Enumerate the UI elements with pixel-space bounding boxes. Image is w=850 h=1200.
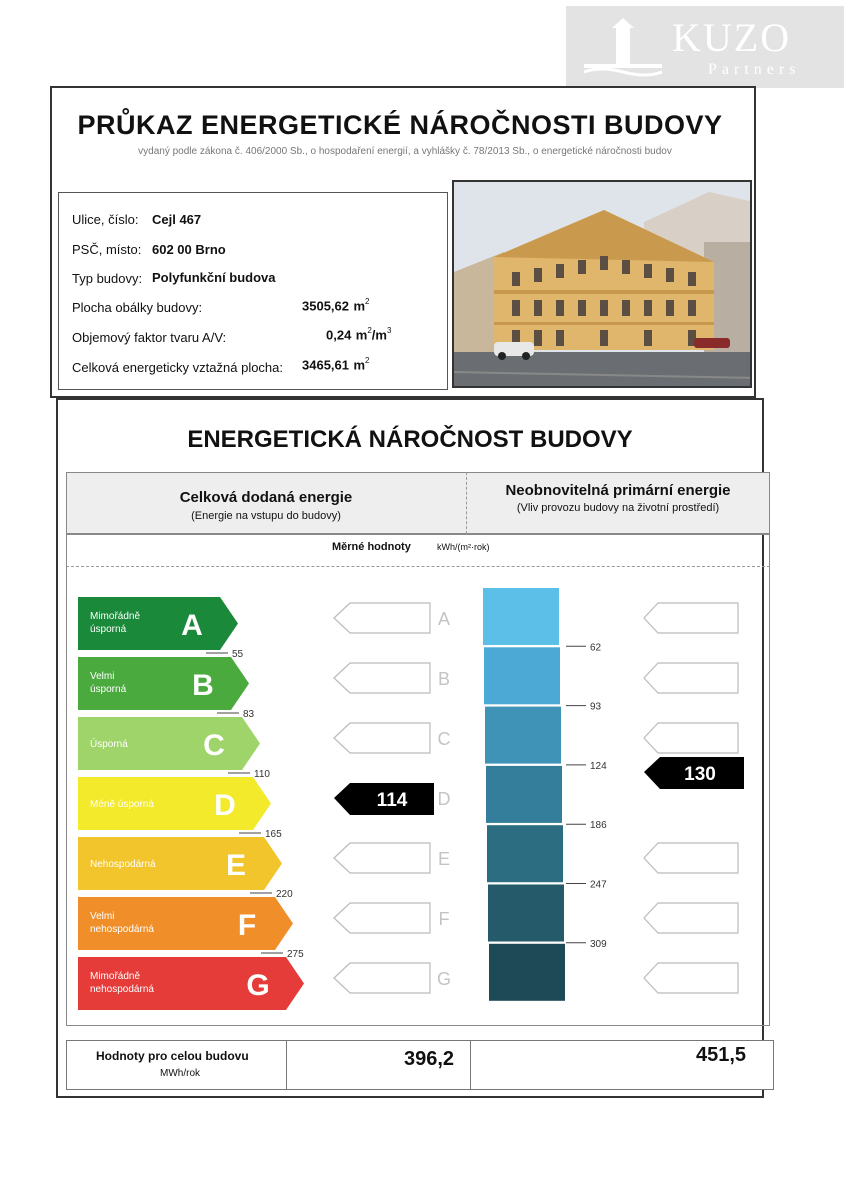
- primary-slot-a: [644, 603, 738, 633]
- delivered-rating-value: 114: [376, 790, 408, 811]
- class-f-label-line1: Velmi: [90, 911, 115, 922]
- primary-threshold-4: 186: [590, 820, 607, 832]
- class-b-label-line1: Velmi: [90, 671, 115, 682]
- primary-slot-b: [644, 663, 738, 693]
- primary-scale-band-7: [489, 944, 565, 1001]
- delivered-slot-b: [334, 663, 430, 693]
- primary-slot-c: [644, 723, 738, 753]
- logo-sub: Partners: [708, 61, 801, 78]
- document-subtitle: vydaný podle zákona č. 406/2000 Sb., o hospodaření energií, a vyhlášky č. 78/2013 Sb., o energetické náročnosti budov: [138, 146, 672, 157]
- zip-value: 602 00 Brno: [152, 242, 226, 257]
- logo-name: KUZO: [672, 15, 792, 60]
- delivered-slot-e: [334, 843, 430, 873]
- primary-slot-f: [644, 903, 738, 933]
- class-g-letter: G: [246, 969, 270, 1002]
- primary-slot-e: [644, 843, 738, 873]
- class-c-label: Úsporná: [90, 739, 128, 750]
- delivered-slot-a: [334, 603, 430, 633]
- totals-divider: [470, 1040, 471, 1090]
- class-d-label: Méně úsporná: [90, 799, 154, 810]
- primary-threshold-5: 247: [590, 879, 607, 891]
- delivered-slot-letter-b: B: [437, 669, 451, 689]
- class-d-letter: D: [214, 789, 236, 822]
- primary-scale-band-2: [484, 647, 560, 704]
- delivered-slot-letter-c: C: [437, 729, 451, 749]
- class-b-threshold: 83: [243, 709, 255, 720]
- delivered-slot-c: [334, 723, 430, 753]
- class-g-label-line1: Mimořádně: [90, 971, 141, 982]
- reference-area-value: 3465,61 $m^2$: [302, 356, 370, 373]
- delivered-slot-g: [334, 963, 430, 993]
- specific-values-label: Měrné hodnoty: [332, 541, 411, 553]
- primary-threshold-6: 309: [590, 938, 607, 950]
- class-c-letter: C: [203, 729, 225, 762]
- zip-label: PSČ, místo:: [72, 242, 142, 257]
- building-type-value: Polyfunkční budova: [152, 270, 276, 285]
- class-e-label: Nehospodárná: [90, 859, 156, 870]
- class-e-letter: E: [225, 849, 247, 882]
- street-value: Cejl 467: [152, 212, 202, 227]
- class-e-threshold: 220: [276, 889, 293, 900]
- primary-scale-band-1: [483, 588, 559, 645]
- shape-factor-label: Objemový faktor tvaru A/V:: [72, 330, 227, 345]
- primary-threshold-2: 93: [590, 701, 602, 713]
- class-a-letter: A: [181, 609, 203, 642]
- totals-label: Hodnoty pro celou budovu: [96, 1049, 249, 1063]
- delivered-slot-letter-d: D: [437, 789, 451, 809]
- energy-section-title: ENERGETICKÁ NÁROČNOST BUDOVY: [187, 426, 633, 453]
- delivered-slot-letter-g: G: [436, 969, 452, 989]
- totals-divider: [286, 1040, 287, 1090]
- delivered-slot-letter-a: A: [437, 609, 451, 629]
- primary-scale-band-4: [486, 766, 562, 823]
- delivered-slot-letter-f: F: [438, 909, 450, 929]
- primary-threshold-1: 62: [590, 642, 602, 654]
- delivered-energy-subheader: (Energie na vstupu do budovy): [191, 510, 341, 522]
- total-delivered-energy: 396,2: [404, 1048, 455, 1070]
- primary-threshold-3: 124: [590, 760, 607, 772]
- primary-scale-band-6: [488, 885, 564, 942]
- delivered-slot-letter-e: E: [437, 849, 451, 869]
- primary-scale-band-5: [487, 825, 563, 882]
- class-f-threshold: 275: [287, 949, 304, 960]
- shape-factor-value: 0,24 $m^2/m^3$: [326, 326, 392, 343]
- class-b-letter: B: [192, 669, 214, 702]
- envelope-area-value: 3505,62 $m^2$: [302, 297, 370, 314]
- delivered-slot-f: [334, 903, 430, 933]
- primary-energy-subheader: (Vliv provozu budovy na životní prostředí): [516, 502, 720, 514]
- class-a-threshold: 55: [232, 649, 244, 660]
- class-d-threshold: 165: [265, 829, 282, 840]
- primary-slot-g: [644, 963, 738, 993]
- building-type-label: Typ budovy:: [72, 271, 143, 286]
- totals-unit: MWh/rok: [160, 1068, 200, 1079]
- street-label: Ulice, číslo:: [72, 212, 139, 227]
- class-a-label-line1: Mimořádně: [90, 611, 141, 622]
- total-primary-energy: 451,5: [696, 1044, 747, 1066]
- document-title: PRŮKAZ ENERGETICKÉ NÁROČNOSTI BUDOVY: [77, 110, 723, 140]
- class-c-threshold: 110: [254, 769, 270, 780]
- delivered-energy-header: Celková dodaná energie: [179, 489, 353, 506]
- class-f-label-line2: nehospodárná: [90, 924, 154, 935]
- primary-scale-band-3: [485, 707, 561, 764]
- primary-energy-header: Neobnovitelná primární energie: [505, 482, 731, 499]
- reference-area-label: Celková energeticky vztažná plocha:: [72, 360, 284, 375]
- envelope-area-label: Plocha obálky budovy:: [72, 300, 203, 315]
- specific-values-unit: kWh/(m²·rok): [437, 542, 490, 552]
- class-f-letter: F: [237, 909, 257, 942]
- class-b-label-line2: úsporná: [90, 684, 127, 695]
- primary-rating-value: 130: [684, 764, 716, 785]
- class-g-label-line2: nehospodárná: [90, 984, 154, 995]
- class-a-label-line2: úsporná: [90, 624, 127, 635]
